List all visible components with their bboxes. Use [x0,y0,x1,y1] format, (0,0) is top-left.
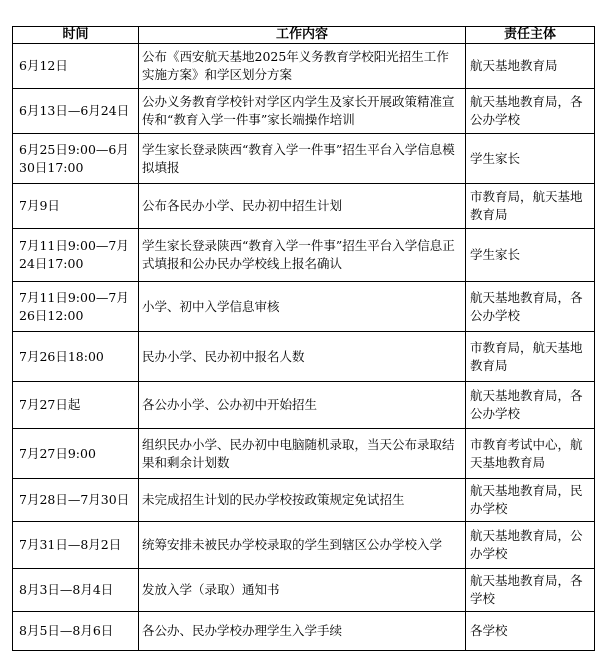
schedule-table-container [12,26,594,651]
table-row [13,612,595,651]
cell-content: 公办义务教育学校针对学区内学生及家长开展政策精准宣传和“教育入学一件事”家长端操作培训 [139,89,466,134]
cell-content: 民办小学、民办初中报名人数 [139,332,466,382]
cell-responsible: 各学校 [466,612,595,651]
cell-time: 7月28日—7月30日 [13,479,139,522]
cell-content: 各公办小学、公办初中开始招生 [139,382,466,429]
header-time: 时间 [13,27,139,44]
table-row [13,44,595,89]
cell-responsible: 学生家长 [466,134,595,184]
cell-content: 学生家长登录陕西“教育入学一件事”招生平台入学信息模拟填报 [139,134,466,184]
cell-responsible: 航天基地教育局，各公办学校 [466,282,595,332]
cell-time: 6月13日—6月24日 [13,89,139,134]
cell-time: 6月12日 [13,44,139,89]
cell-content: 组织民办小学、民办初中电脑随机录取，当天公布录取结果和剩余计划数 [139,429,466,479]
cell-content: 各公办、民办学校办理学生入学手续 [139,612,466,651]
cell-responsible: 航天基地教育局，公办学校 [466,522,595,569]
table-row [13,282,595,332]
table-row [13,134,595,184]
cell-responsible: 航天基地教育局，各公办学校 [466,382,595,429]
cell-responsible: 航天基地教育局，各学校 [466,569,595,612]
cell-responsible: 航天基地教育局，各公办学校 [466,89,595,134]
table-row [13,184,595,229]
cell-time: 7月9日 [13,184,139,229]
table-row [13,89,595,134]
cell-content: 小学、初中入学信息审核 [139,282,466,332]
table-row [13,229,595,282]
cell-responsible: 市教育局，航天基地教育局 [466,332,595,382]
cell-time: 7月31日—8月2日 [13,522,139,569]
table-row [13,479,595,522]
cell-responsible: 航天基地教育局，民办学校 [466,479,595,522]
cell-content: 未完成招生计划的民办学校按政策规定免试招生 [139,479,466,522]
table-row [13,332,595,382]
cell-responsible: 市教育局，航天基地教育局 [466,184,595,229]
cell-responsible: 学生家长 [466,229,595,282]
cell-time: 7月11日9:00—7月24日17:00 [13,229,139,282]
cell-content: 统筹安排未被民办学校录取的学生到辖区公办学校入学 [139,522,466,569]
enrollment-schedule-table [12,26,595,651]
table-row [13,569,595,612]
table-row [13,522,595,569]
cell-time: 7月27日9:00 [13,429,139,479]
table-row [13,429,595,479]
header-content: 工作内容 [139,27,466,44]
cell-time: 7月26日18:00 [13,332,139,382]
cell-content: 公布《西安航天基地2025年义务教育学校阳光招生工作实施方案》和学区划分方案 [139,44,466,89]
cell-time: 7月11日9:00—7月26日12:00 [13,282,139,332]
cell-time: 6月25日9:00—6月30日17:00 [13,134,139,184]
cell-content: 发放入学（录取）通知书 [139,569,466,612]
header-responsible: 责任主体 [466,27,595,44]
cell-responsible: 市教育考试中心，航天基地教育局 [466,429,595,479]
cell-time: 8月5日—8月6日 [13,612,139,651]
table-row [13,382,595,429]
table-header-row [13,27,595,44]
cell-time: 8月3日—8月4日 [13,569,139,612]
cell-content: 公布各民办小学、民办初中招生计划 [139,184,466,229]
cell-content: 学生家长登录陕西“教育入学一件事”招生平台入学信息正式填报和公办民办学校线上报名确认 [139,229,466,282]
cell-time: 7月27日起 [13,382,139,429]
cell-responsible: 航天基地教育局 [466,44,595,89]
